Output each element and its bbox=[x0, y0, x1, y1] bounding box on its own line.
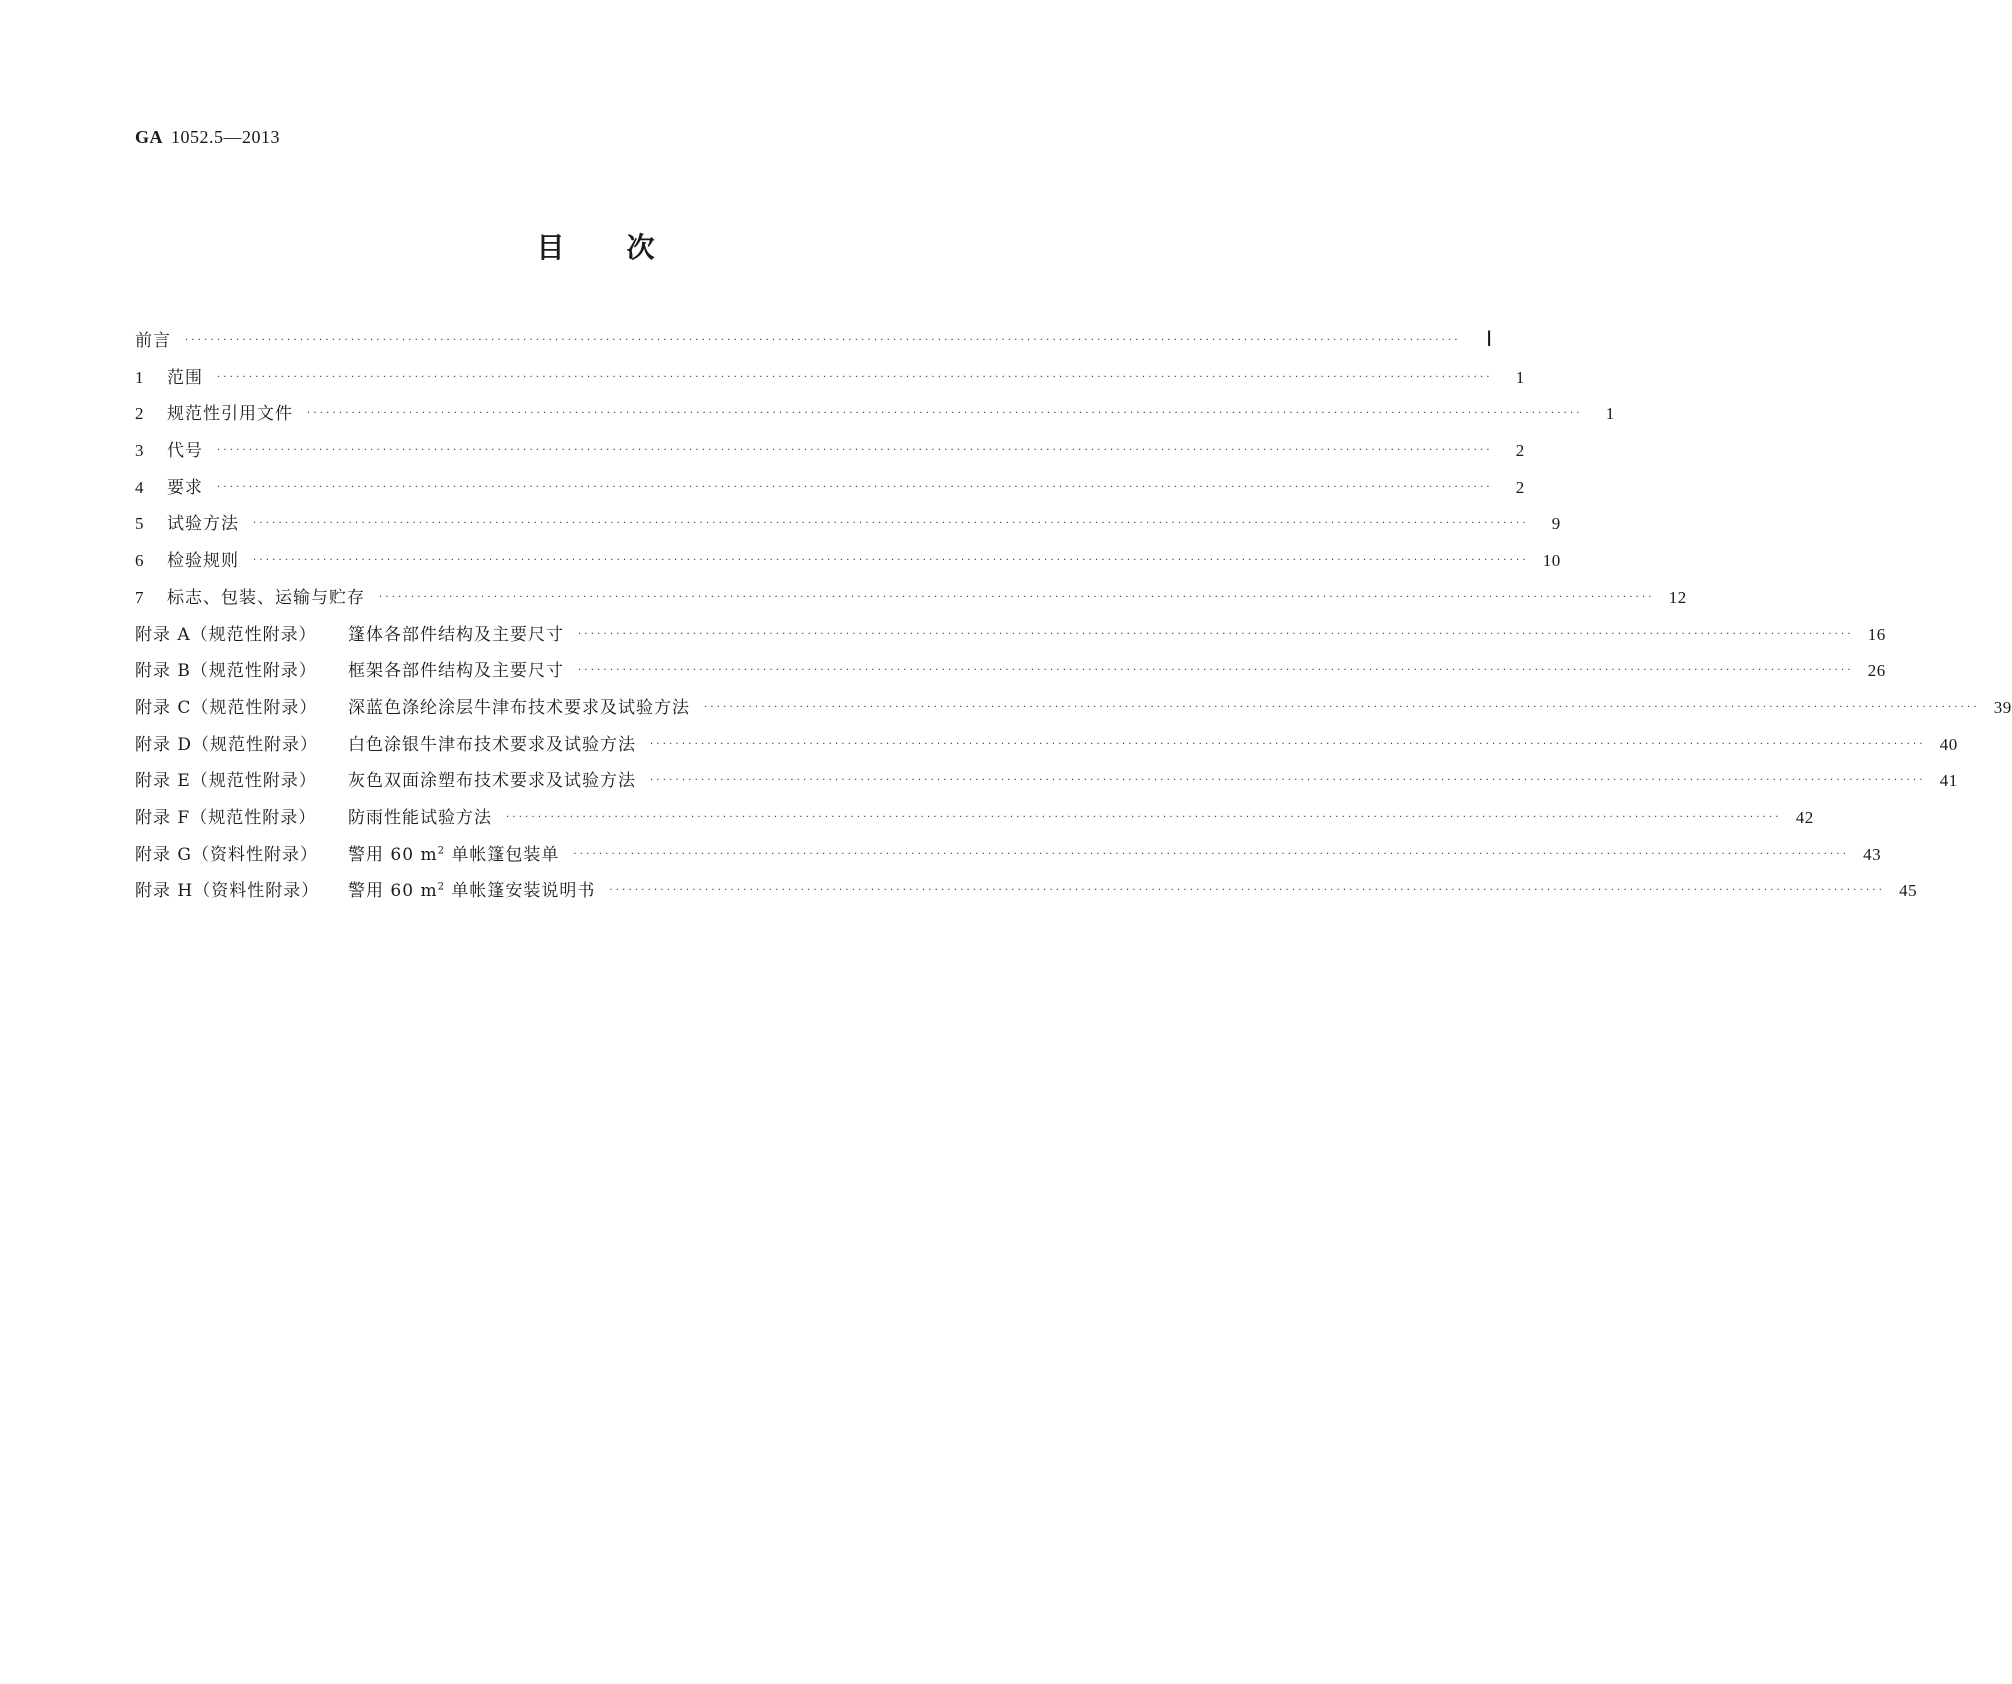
toc-entry-label bbox=[135, 620, 564, 645]
dot-leader: ········································································································································································································ bbox=[217, 481, 1493, 493]
toc-entry-page-number: 26 bbox=[1867, 661, 1886, 681]
toc-entry[interactable] bbox=[135, 399, 1615, 436]
toc-entry-number: 3 bbox=[135, 441, 145, 461]
dot-leader: ········································································································································································································ bbox=[609, 885, 1886, 897]
toc-entry-label bbox=[167, 473, 203, 498]
toc-entry-title: 代号 bbox=[167, 441, 203, 462]
table-of-contents bbox=[135, 326, 2012, 913]
toc-entry-label bbox=[135, 803, 492, 828]
toc-appendix-designation: 附录 H（资料性附录） bbox=[135, 881, 320, 902]
dot-leader: ········································································································································································································ bbox=[253, 518, 1529, 530]
toc-entry[interactable] bbox=[135, 766, 1958, 803]
toc-entry-number: 1 bbox=[135, 367, 145, 387]
toc-entry-page-number: 40 bbox=[1939, 734, 1958, 754]
toc-entry[interactable] bbox=[135, 326, 1493, 363]
dot-leader: ········································································································································································································ bbox=[704, 701, 1980, 713]
toc-entry-number: 7 bbox=[135, 587, 145, 607]
toc-entry[interactable] bbox=[135, 509, 1561, 546]
dot-leader: ········································································································································································································ bbox=[506, 811, 1782, 823]
toc-entry-title: 防雨性能试验方法 bbox=[348, 807, 492, 828]
dot-leader: ········································································································································································································ bbox=[217, 371, 1493, 383]
toc-entry-title: 框架各部件结构及主要尺寸 bbox=[348, 661, 564, 682]
toc-appendix-designation: 附录 F（规范性附录） bbox=[135, 807, 317, 828]
toc-entry[interactable] bbox=[135, 620, 1886, 657]
toc-entry-title-prefix: 警用 60 m bbox=[348, 881, 438, 902]
dot-leader: ········································································································································································································ bbox=[650, 775, 1926, 787]
toc-appendix-designation: 附录 D（规范性附录） bbox=[135, 734, 319, 755]
toc-entry[interactable] bbox=[135, 473, 1525, 510]
toc-entry-label bbox=[167, 363, 203, 388]
toc-entry-label bbox=[135, 730, 636, 755]
toc-appendix-designation: 附录 C（规范性附录） bbox=[135, 697, 318, 718]
toc-entry-title: 标志、包装、运输与贮存 bbox=[167, 587, 365, 608]
dot-leader: ········································································································································································································ bbox=[217, 445, 1493, 457]
dot-leader: ········································································································································································································ bbox=[650, 738, 1926, 750]
standard-code bbox=[135, 127, 280, 148]
standard-number: 1052.5—2013 bbox=[171, 127, 280, 147]
toc-entry-title-prefix: 警用 60 m bbox=[348, 844, 438, 865]
toc-entry-label bbox=[135, 766, 636, 791]
toc-entry-page-number: 45 bbox=[1899, 881, 1918, 901]
dot-leader: ········································································································································································································ bbox=[379, 591, 1655, 603]
toc-entry-title: 范围 bbox=[167, 367, 203, 388]
toc-entry[interactable] bbox=[135, 583, 1687, 620]
toc-entry-label bbox=[135, 876, 595, 901]
toc-entry-title-suffix: 单帐篷包装单 bbox=[444, 844, 560, 865]
toc-entry-page-number: 12 bbox=[1668, 587, 1687, 607]
toc-entry-title: 篷体各部件结构及主要尺寸 bbox=[348, 624, 564, 645]
toc-entry-title-suffix: 单帐篷安装说明书 bbox=[444, 881, 596, 902]
toc-appendix-designation: 附录 G（资料性附录） bbox=[135, 844, 318, 865]
toc-entry-page-number: 10 bbox=[1542, 551, 1561, 571]
page-title: 目次 bbox=[536, 231, 717, 264]
toc-entry[interactable] bbox=[135, 840, 1882, 877]
toc-entry-label bbox=[135, 326, 171, 351]
toc-entry[interactable] bbox=[135, 363, 1525, 400]
toc-entry-number: 4 bbox=[135, 477, 145, 497]
toc-entry-page-number: 2 bbox=[1515, 477, 1525, 497]
toc-entry-title: 前言 bbox=[135, 331, 171, 351]
toc-entry-page-number: Ⅰ bbox=[1486, 327, 1493, 351]
toc-entry-label bbox=[167, 509, 239, 534]
toc-appendix-designation: 附录 B（规范性附录） bbox=[135, 661, 317, 682]
superscript-exponent: 2 bbox=[437, 844, 445, 856]
toc-entry-page-number: 1 bbox=[1515, 367, 1525, 387]
standard-prefix: GA bbox=[135, 127, 163, 147]
toc-entry-title: 灰色双面涂塑布技术要求及试验方法 bbox=[348, 771, 636, 792]
toc-entry-label bbox=[167, 399, 293, 424]
toc-entry-page-number: 41 bbox=[1939, 771, 1958, 791]
toc-entry[interactable] bbox=[135, 730, 1958, 767]
toc-entry-title: 规范性引用文件 bbox=[167, 404, 293, 425]
toc-entry[interactable] bbox=[135, 876, 1918, 913]
dot-leader: ········································································································································································································ bbox=[307, 408, 1583, 420]
toc-entry-label bbox=[135, 656, 564, 681]
toc-entry-number: 2 bbox=[135, 404, 145, 424]
toc-entry[interactable] bbox=[135, 803, 1814, 840]
toc-entry[interactable] bbox=[135, 656, 1886, 693]
toc-entry[interactable] bbox=[135, 436, 1525, 473]
toc-entry-label bbox=[135, 840, 559, 865]
toc-appendix-designation: 附录 A（规范性附录） bbox=[135, 624, 317, 645]
toc-entry-label bbox=[167, 436, 203, 461]
toc-entry-number: 6 bbox=[135, 551, 145, 571]
toc-entry-title: 检验规则 bbox=[167, 551, 239, 572]
superscript-exponent: 2 bbox=[437, 881, 445, 893]
dot-leader: ········································································································································································································ bbox=[573, 848, 1850, 860]
dot-leader: ········································································································································································································ bbox=[185, 335, 1461, 346]
toc-entry[interactable] bbox=[135, 546, 1561, 583]
toc-entry-title: 深蓝色涤纶涂层牛津布技术要求及试验方法 bbox=[348, 697, 690, 718]
dot-leader: ········································································································································································································ bbox=[578, 665, 1854, 677]
toc-entry-title: 试验方法 bbox=[167, 514, 239, 535]
toc-entry-page-number: 16 bbox=[1867, 624, 1886, 644]
toc-entry-page-number: 39 bbox=[1993, 697, 2012, 717]
toc-entry-page-number: 43 bbox=[1863, 844, 1882, 864]
toc-entry-label bbox=[167, 546, 239, 571]
dot-leader: ········································································································································································································ bbox=[253, 555, 1529, 567]
toc-entry-title: 要求 bbox=[167, 477, 203, 498]
toc-appendix-designation: 附录 E（规范性附录） bbox=[135, 771, 317, 792]
toc-entry-page-number: 42 bbox=[1795, 807, 1814, 827]
toc-entry-number: 5 bbox=[135, 514, 145, 534]
toc-entry-page-number: 1 bbox=[1605, 404, 1615, 424]
toc-entry-label bbox=[135, 693, 690, 718]
dot-leader: ········································································································································································································ bbox=[578, 628, 1854, 640]
toc-entry-page-number: 9 bbox=[1551, 514, 1561, 534]
toc-entry-label bbox=[167, 583, 365, 608]
toc-entry-title: 白色涂银牛津布技术要求及试验方法 bbox=[348, 734, 636, 755]
toc-entry-page-number: 2 bbox=[1515, 441, 1525, 461]
toc-entry[interactable] bbox=[135, 693, 2012, 730]
